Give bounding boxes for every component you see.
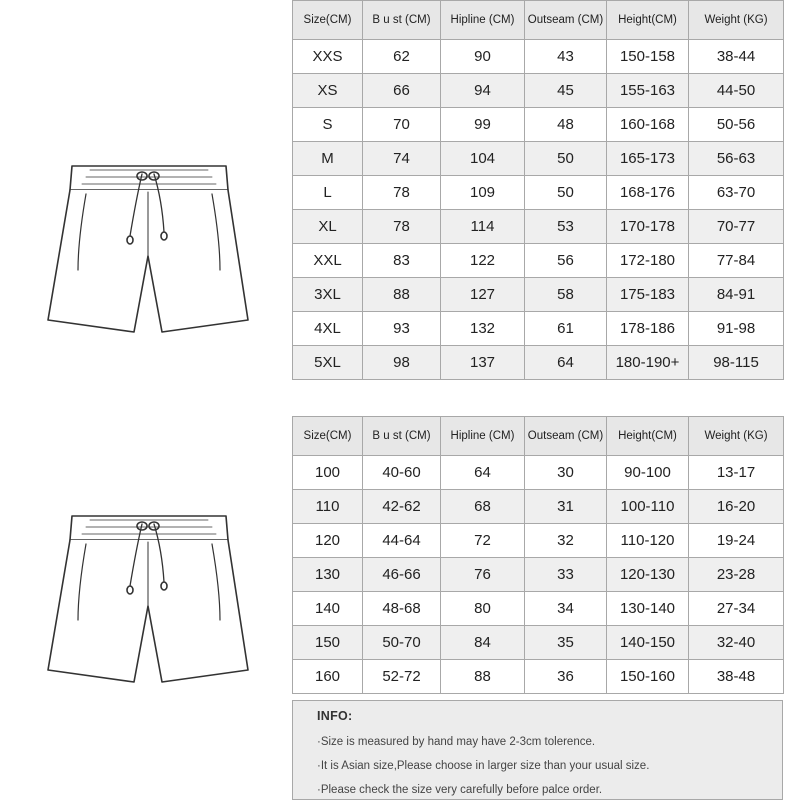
table-cell: 99 [441, 108, 525, 142]
table-cell: 16-20 [689, 490, 784, 524]
table-row [293, 108, 784, 142]
table-cell: 160 [293, 660, 363, 694]
table-cell: 84 [441, 626, 525, 660]
table-cell: 58 [525, 278, 607, 312]
table-row [293, 660, 784, 694]
table-cell: 76 [441, 558, 525, 592]
table-cell: 64 [525, 346, 607, 380]
column-header: Weight (KG) [689, 1, 784, 40]
table-cell: 130-140 [607, 592, 689, 626]
table-cell: 27-34 [689, 592, 784, 626]
table-cell: 77-84 [689, 244, 784, 278]
table-cell: 93 [363, 312, 441, 346]
table-cell: 3XL [293, 278, 363, 312]
table-cell: 150 [293, 626, 363, 660]
table-cell: 150-158 [607, 40, 689, 74]
table-cell: 31 [525, 490, 607, 524]
table-cell: 120-130 [607, 558, 689, 592]
table-row [293, 524, 784, 558]
table-cell: 91-98 [689, 312, 784, 346]
table-cell: 38-44 [689, 40, 784, 74]
table-cell: 110-120 [607, 524, 689, 558]
table-row [293, 244, 784, 278]
size-chart-table-adult [292, 0, 784, 380]
column-header: Height(CM) [607, 417, 689, 456]
table-cell: L [293, 176, 363, 210]
shorts-outline-icon [38, 510, 260, 686]
table-cell: 122 [441, 244, 525, 278]
table-cell: 170-178 [607, 210, 689, 244]
table-cell: 110 [293, 490, 363, 524]
table-cell: 109 [441, 176, 525, 210]
table-cell: 44-50 [689, 74, 784, 108]
table-cell: 50 [525, 142, 607, 176]
table-cell: 61 [525, 312, 607, 346]
table-cell: 38-48 [689, 660, 784, 694]
table-cell: 120 [293, 524, 363, 558]
table-row [293, 456, 784, 490]
table-cell: 175-183 [607, 278, 689, 312]
table-cell: 53 [525, 210, 607, 244]
table-cell: 180-190+ [607, 346, 689, 380]
table-cell: 5XL [293, 346, 363, 380]
column-header: B u st (CM) [363, 417, 441, 456]
table-cell: 50-70 [363, 626, 441, 660]
table-header-row [293, 1, 784, 40]
column-header: Hipline (CM) [441, 1, 525, 40]
table-cell: 74 [363, 142, 441, 176]
table-cell: 100-110 [607, 490, 689, 524]
table-cell: 83 [363, 244, 441, 278]
column-header: Outseam (CM) [525, 1, 607, 40]
table-cell: 13-17 [689, 456, 784, 490]
table-cell: 52-72 [363, 660, 441, 694]
table-cell: 90 [441, 40, 525, 74]
table-cell: 32-40 [689, 626, 784, 660]
table-cell: 90-100 [607, 456, 689, 490]
table-cell: 172-180 [607, 244, 689, 278]
table-cell: 48 [525, 108, 607, 142]
table-row [293, 490, 784, 524]
table-cell: XL [293, 210, 363, 244]
table-row [293, 210, 784, 244]
table-cell: 70-77 [689, 210, 784, 244]
table-row [293, 346, 784, 380]
table-row [293, 592, 784, 626]
table-cell: 78 [363, 210, 441, 244]
column-header: Size(CM) [293, 1, 363, 40]
table-cell: 56-63 [689, 142, 784, 176]
info-title: INFO: [317, 709, 353, 723]
table-cell: 64 [441, 456, 525, 490]
table-cell: XS [293, 74, 363, 108]
table-cell: 104 [441, 142, 525, 176]
info-line: ·Please check the size very carefully before palce order. [317, 784, 603, 796]
table-cell: 63-70 [689, 176, 784, 210]
table-row [293, 176, 784, 210]
column-header: B u st (CM) [363, 1, 441, 40]
table-cell: 150-160 [607, 660, 689, 694]
table-cell: 19-24 [689, 524, 784, 558]
table-row [293, 74, 784, 108]
table-cell: 40-60 [363, 456, 441, 490]
table-cell: M [293, 142, 363, 176]
info-line: ·Size is measured by hand may have 2-3cm tolerence. [317, 736, 596, 748]
table-cell: 78 [363, 176, 441, 210]
table-cell: 127 [441, 278, 525, 312]
table-header-row [293, 417, 784, 456]
table-cell: 88 [363, 278, 441, 312]
table-cell: 32 [525, 524, 607, 558]
table-cell: 160-168 [607, 108, 689, 142]
table-cell: 43 [525, 40, 607, 74]
table-cell: S [293, 108, 363, 142]
table-cell: XXS [293, 40, 363, 74]
table-cell: 70 [363, 108, 441, 142]
table-cell: 165-173 [607, 142, 689, 176]
table-row [293, 142, 784, 176]
table-cell: 178-186 [607, 312, 689, 346]
table-cell: 137 [441, 346, 525, 380]
table-cell: 98 [363, 346, 441, 380]
table-cell: 62 [363, 40, 441, 74]
table-cell: 155-163 [607, 74, 689, 108]
column-header: Weight (KG) [689, 417, 784, 456]
table-cell: 140-150 [607, 626, 689, 660]
table-cell: 36 [525, 660, 607, 694]
table-cell: 100 [293, 456, 363, 490]
column-header: Outseam (CM) [525, 417, 607, 456]
column-header: Hipline (CM) [441, 417, 525, 456]
shorts-illustration [38, 510, 260, 686]
table-cell: 140 [293, 592, 363, 626]
table-row [293, 626, 784, 660]
table-cell: 34 [525, 592, 607, 626]
table-cell: 168-176 [607, 176, 689, 210]
column-header: Height(CM) [607, 1, 689, 40]
table-cell: 42-62 [363, 490, 441, 524]
table-row [293, 40, 784, 74]
table-cell: 88 [441, 660, 525, 694]
table-cell: 132 [441, 312, 525, 346]
table-row [293, 558, 784, 592]
table-cell: XXL [293, 244, 363, 278]
shorts-illustration [38, 160, 260, 336]
table-row [293, 312, 784, 346]
table-cell: 46-66 [363, 558, 441, 592]
table-cell: 130 [293, 558, 363, 592]
table-cell: 23-28 [689, 558, 784, 592]
shorts-outline-icon [38, 160, 260, 336]
info-box [292, 700, 783, 800]
table-cell: 50 [525, 176, 607, 210]
table-row [293, 278, 784, 312]
column-header: Size(CM) [293, 417, 363, 456]
table-cell: 68 [441, 490, 525, 524]
table-cell: 84-91 [689, 278, 784, 312]
table-cell: 35 [525, 626, 607, 660]
table-cell: 44-64 [363, 524, 441, 558]
table-cell: 48-68 [363, 592, 441, 626]
table-cell: 45 [525, 74, 607, 108]
table-cell: 56 [525, 244, 607, 278]
table-cell: 4XL [293, 312, 363, 346]
table-cell: 80 [441, 592, 525, 626]
table-cell: 33 [525, 558, 607, 592]
size-chart-table-kids [292, 416, 784, 694]
table-cell: 50-56 [689, 108, 784, 142]
table-cell: 66 [363, 74, 441, 108]
info-line: ·It is Asian size,Please choose in larger size than your usual size. [317, 760, 650, 772]
table-cell: 72 [441, 524, 525, 558]
table-cell: 98-115 [689, 346, 784, 380]
table-cell: 30 [525, 456, 607, 490]
table-cell: 114 [441, 210, 525, 244]
table-cell: 94 [441, 74, 525, 108]
